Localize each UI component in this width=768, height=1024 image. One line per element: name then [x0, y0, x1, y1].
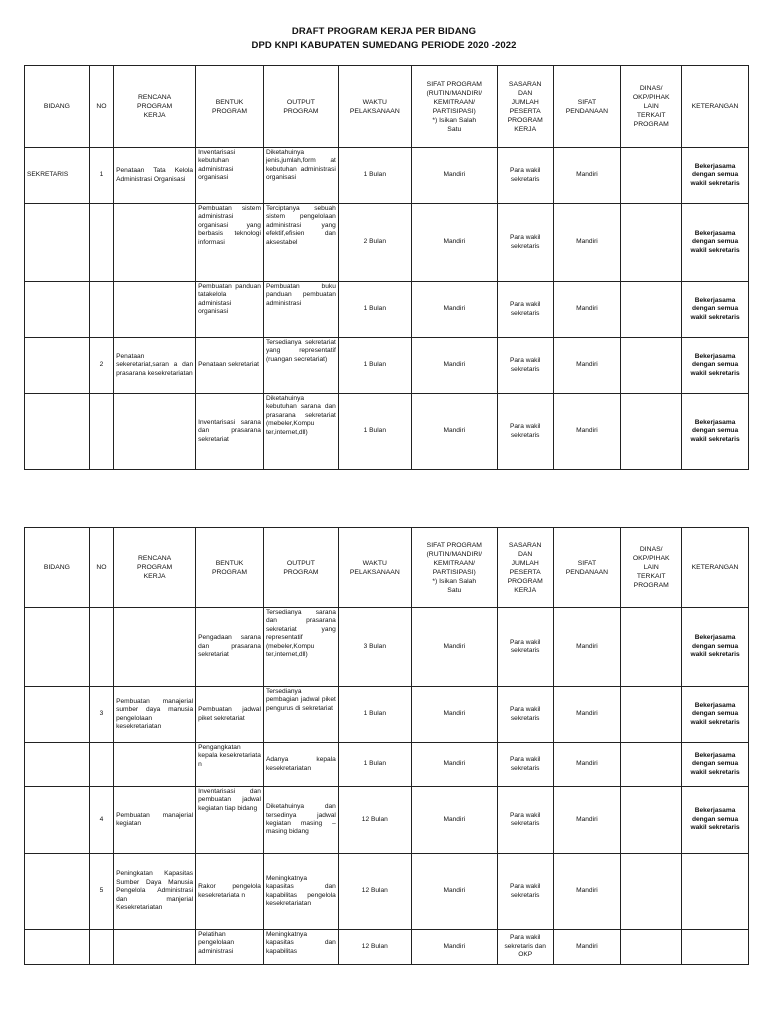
cell-keterangan	[682, 930, 749, 965]
cell-dinas	[621, 687, 682, 743]
cell-pendanaan: Mandiri	[553, 743, 621, 787]
table-row	[25, 282, 749, 338]
header-row	[25, 528, 749, 608]
cell-sifat: Mandiri	[411, 743, 497, 787]
cell-keterangan: Bekerjasama dengan semua wakil sekretaris	[682, 687, 749, 743]
cell-sasaran: Para wakil sekretaris	[497, 687, 553, 743]
cell-dinas	[621, 854, 682, 930]
cell-rencana: Penataan sekeretariat,saran a dan prasarana kesekretariatan	[114, 338, 196, 394]
cell-bentuk: Inventarisasi sarana dan prasarana sekretariat	[196, 394, 264, 470]
cell-output: Terciptanya sebuah sistem pengelolaan administrasi yang efektif,efisien dan aksestabel	[263, 204, 338, 282]
cell-sasaran: Para wakil sekretaris	[497, 282, 553, 338]
col-sasaran: SASARAN DAN JUMLAH PESERTA PROGRAM KERJA	[497, 528, 553, 608]
col-sifat-pendanaan: SIFAT PENDANAAN	[553, 528, 621, 608]
cell-keterangan: Bekerjasama dengan semua wakil sekretaris	[682, 204, 749, 282]
cell-sasaran: Para wakil sekretaris	[497, 787, 553, 854]
cell-no: 1	[89, 148, 113, 204]
cell-keterangan: Bekerjasama dengan semua wakil sekretaris	[682, 394, 749, 470]
table-row	[25, 787, 749, 854]
cell-no: 4	[89, 787, 113, 854]
cell-keterangan: Bekerjasama dengan semua wakil sekretaris	[682, 608, 749, 687]
cell-bentuk: Inventarisasi kebutuhan administrasi organisasi	[196, 148, 264, 204]
cell-bidang	[25, 687, 90, 743]
cell-pendanaan: Mandiri	[553, 608, 621, 687]
cell-bidang: SEKRETARIS	[25, 148, 90, 204]
cell-rencana: Pembuatan manajerial kegiatan	[114, 787, 196, 854]
cell-output: Meningkatnya kapasitas dan kapabilitas pengelola kesekretariatan	[263, 854, 338, 930]
cell-rencana	[114, 743, 196, 787]
cell-sifat: Mandiri	[411, 687, 497, 743]
cell-keterangan: Bekerjasama dengan semua wakil sekretaris	[682, 743, 749, 787]
cell-pendanaan: Mandiri	[553, 204, 621, 282]
cell-no	[89, 608, 113, 687]
document-title: DRAFT PROGRAM KERJA PER BIDANG	[291, 26, 477, 37]
cell-no	[89, 930, 113, 965]
cell-rencana	[114, 282, 196, 338]
col-output: OUTPUT PROGRAM	[263, 528, 338, 608]
cell-waktu: 12 Bulan	[338, 854, 411, 930]
cell-keterangan	[682, 854, 749, 930]
table-row	[25, 148, 749, 204]
cell-dinas	[621, 608, 682, 687]
cell-dinas	[621, 148, 682, 204]
cell-output: Pembuatan buku panduan pembuatan administrasi	[263, 282, 338, 338]
col-rencana: RENCANA PROGRAM KERJA	[114, 66, 196, 148]
table-row	[25, 854, 749, 930]
document-subtitle: DPD KNPI KABUPATEN SUMEDANG PERIODE 2020 -2022	[251, 40, 517, 51]
cell-keterangan: Bekerjasama dengan semua wakil sekretaris	[682, 282, 749, 338]
col-waktu: WAKTU PELAKSANAAN	[338, 528, 411, 608]
cell-keterangan: Bekerjasama dengan semua wakil sekretaris	[682, 338, 749, 394]
col-sasaran: SASARAN DAN JUMLAH PESERTA PROGRAM KERJA	[497, 66, 553, 148]
cell-output: Diketahuinya jenis,jumlah,form at kebutuhan administrasi organisasi	[263, 148, 338, 204]
cell-bentuk: Penataan sekretariat	[196, 338, 264, 394]
header-row	[25, 66, 749, 148]
cell-no: 2	[89, 338, 113, 394]
cell-rencana	[114, 930, 196, 965]
cell-bidang	[25, 608, 90, 687]
cell-sifat: Mandiri	[411, 608, 497, 687]
col-bentuk: BENTUK PROGRAM	[196, 528, 264, 608]
col-keterangan: KETERANGAN	[682, 528, 749, 608]
cell-no: 5	[89, 854, 113, 930]
cell-no	[89, 394, 113, 470]
col-dinas: DINAS/ OKP/PIHAK LAIN TERKAIT PROGRAM	[621, 528, 682, 608]
cell-bidang	[25, 338, 90, 394]
cell-pendanaan: Mandiri	[553, 854, 621, 930]
cell-waktu: 12 Bulan	[338, 787, 411, 854]
col-rencana: RENCANA PROGRAM KERJA	[114, 528, 196, 608]
cell-dinas	[621, 282, 682, 338]
cell-sasaran: Para wakil sekretaris	[497, 148, 553, 204]
table-row	[25, 608, 749, 687]
cell-output: Diketahuinya dan tersedinya jadwal kegiatan masing – masing bidang	[263, 787, 338, 854]
col-sifat-program: SIFAT PROGRAM (RUTIN/MANDIRI/ KEMITRAAN/ PARTISIPASI) *) Isikan Salah Satu	[411, 66, 497, 148]
col-output: OUTPUT PROGRAM	[263, 66, 338, 148]
cell-sifat: Mandiri	[411, 854, 497, 930]
col-sifat-pendanaan: SIFAT PENDANAAN	[553, 66, 621, 148]
cell-pendanaan: Mandiri	[553, 148, 621, 204]
cell-sifat: Mandiri	[411, 394, 497, 470]
cell-dinas	[621, 204, 682, 282]
cell-bentuk: Inventarisasi dan pembuatan jadwal kegiatan tiap bidang	[196, 787, 264, 854]
cell-no	[89, 282, 113, 338]
cell-waktu: 3 Bulan	[338, 608, 411, 687]
cell-waktu: 1 Bulan	[338, 687, 411, 743]
cell-bidang	[25, 930, 90, 965]
cell-rencana: Penataan Tata Kelola Administrasi Organisasi	[114, 148, 196, 204]
table-row	[25, 930, 749, 965]
table-row	[25, 687, 749, 743]
cell-output: Tersedianya sekretariat yang representatif (ruangan secretariat)	[263, 338, 338, 394]
cell-keterangan: Bekerjasama dengan semua wakil sekretaris	[682, 787, 749, 854]
table-row	[25, 204, 749, 282]
cell-waktu: 1 Bulan	[338, 282, 411, 338]
cell-pendanaan: Mandiri	[553, 687, 621, 743]
cell-output: Meningkatnya kapasitas dan kapabilitas	[263, 930, 338, 965]
cell-sifat: Mandiri	[411, 338, 497, 394]
cell-bentuk: Pelatihan pengelolaan administrasi	[196, 930, 264, 965]
cell-sasaran: Para wakil sekretaris	[497, 394, 553, 470]
cell-sifat: Mandiri	[411, 282, 497, 338]
cell-no	[89, 204, 113, 282]
cell-pendanaan: Mandiri	[553, 930, 621, 965]
col-dinas: DINAS/ OKP/PIHAK LAIN TERKAIT PROGRAM	[621, 66, 682, 148]
cell-waktu: 1 Bulan	[338, 743, 411, 787]
cell-bentuk: Pembuatan sistem administrasi organisasi yang berbasis teknologi informasi	[196, 204, 264, 282]
cell-pendanaan: Mandiri	[553, 787, 621, 854]
cell-waktu: 1 Bulan	[338, 394, 411, 470]
program-table-2	[24, 527, 749, 965]
cell-bentuk: Pembuatan panduan tatakelola administasi organisasi	[196, 282, 264, 338]
col-sifat-program: SIFAT PROGRAM (RUTIN/MANDIRI/ KEMITRAAN/ PARTISIPASI) *) Isikan Salah Satu	[411, 528, 497, 608]
cell-rencana: Pembuatan manajerial sumber daya manusia pengelolaan kesekretariatan	[114, 687, 196, 743]
cell-dinas	[621, 394, 682, 470]
cell-pendanaan: Mandiri	[553, 338, 621, 394]
cell-bentuk: Pembuatan jadwal piket sekretariat	[196, 687, 264, 743]
col-waktu: WAKTU PELAKSANAAN	[338, 66, 411, 148]
cell-sasaran: Para wakil sekretaris	[497, 338, 553, 394]
cell-waktu: 2 Bulan	[338, 204, 411, 282]
cell-bidang	[25, 743, 90, 787]
cell-dinas	[621, 930, 682, 965]
cell-no: 3	[89, 687, 113, 743]
cell-bidang	[25, 854, 90, 930]
cell-bidang	[25, 787, 90, 854]
cell-sifat: Mandiri	[411, 930, 497, 965]
cell-sasaran: Para wakil sekretaris	[497, 608, 553, 687]
col-bidang: BIDANG	[25, 66, 90, 148]
col-keterangan: KETERANGAN	[682, 66, 749, 148]
cell-sifat: Mandiri	[411, 204, 497, 282]
cell-sasaran: Para wakil sekretaris	[497, 854, 553, 930]
col-no: NO	[89, 66, 113, 148]
cell-rencana	[114, 608, 196, 687]
cell-dinas	[621, 743, 682, 787]
cell-rencana	[114, 394, 196, 470]
cell-bentuk: Pengangkatan kepala kesekretariata n	[196, 743, 264, 787]
cell-dinas	[621, 338, 682, 394]
cell-waktu: 1 Bulan	[338, 148, 411, 204]
cell-bentuk: Pengadaan sarana dan prasarana sekretariat	[196, 608, 264, 687]
col-bidang: BIDANG	[25, 528, 90, 608]
cell-output: Adanya kepala kesekretariatan	[263, 743, 338, 787]
cell-pendanaan: Mandiri	[553, 282, 621, 338]
cell-pendanaan: Mandiri	[553, 394, 621, 470]
cell-rencana	[114, 204, 196, 282]
cell-bidang	[25, 204, 90, 282]
cell-bidang	[25, 282, 90, 338]
col-no: NO	[89, 528, 113, 608]
cell-sasaran: Para wakil sekretaris	[497, 743, 553, 787]
table-row	[25, 394, 749, 470]
cell-sifat: Mandiri	[411, 148, 497, 204]
cell-bidang	[25, 394, 90, 470]
cell-sasaran: Para wakil sekretaris	[497, 204, 553, 282]
cell-bentuk: Rakor pengelola kesekretariata n	[196, 854, 264, 930]
cell-output: Tersedianya sarana dan prasarana sekretariat yang representatif (mebeler,Kompu ter,internet,dll)	[263, 608, 338, 687]
cell-waktu: 12 Bulan	[338, 930, 411, 965]
cell-sifat: Mandiri	[411, 787, 497, 854]
table-row	[25, 743, 749, 787]
col-bentuk: BENTUK PROGRAM	[196, 66, 264, 148]
cell-output: Tersedianya pembagian jadwal piket pengurus di sekretariat	[263, 687, 338, 743]
cell-sasaran: Para wakil sekretaris dan OKP	[497, 930, 553, 965]
cell-output: Diketahuinya kebutuhan sarana dan prasarana sekretariat (mebeler,Kompu ter,internet,dll)	[263, 394, 338, 470]
cell-waktu: 1 Bulan	[338, 338, 411, 394]
cell-no	[89, 743, 113, 787]
cell-rencana: Peningkatan Kapasitas Sumber Daya Manusia Pengelola Administrasi dan manjerial Kesekretariatan	[114, 854, 196, 930]
cell-dinas	[621, 787, 682, 854]
table-row	[25, 338, 749, 394]
program-table-1	[24, 65, 749, 470]
cell-keterangan: Bekerjasama dengan semua wakil sekretaris	[682, 148, 749, 204]
